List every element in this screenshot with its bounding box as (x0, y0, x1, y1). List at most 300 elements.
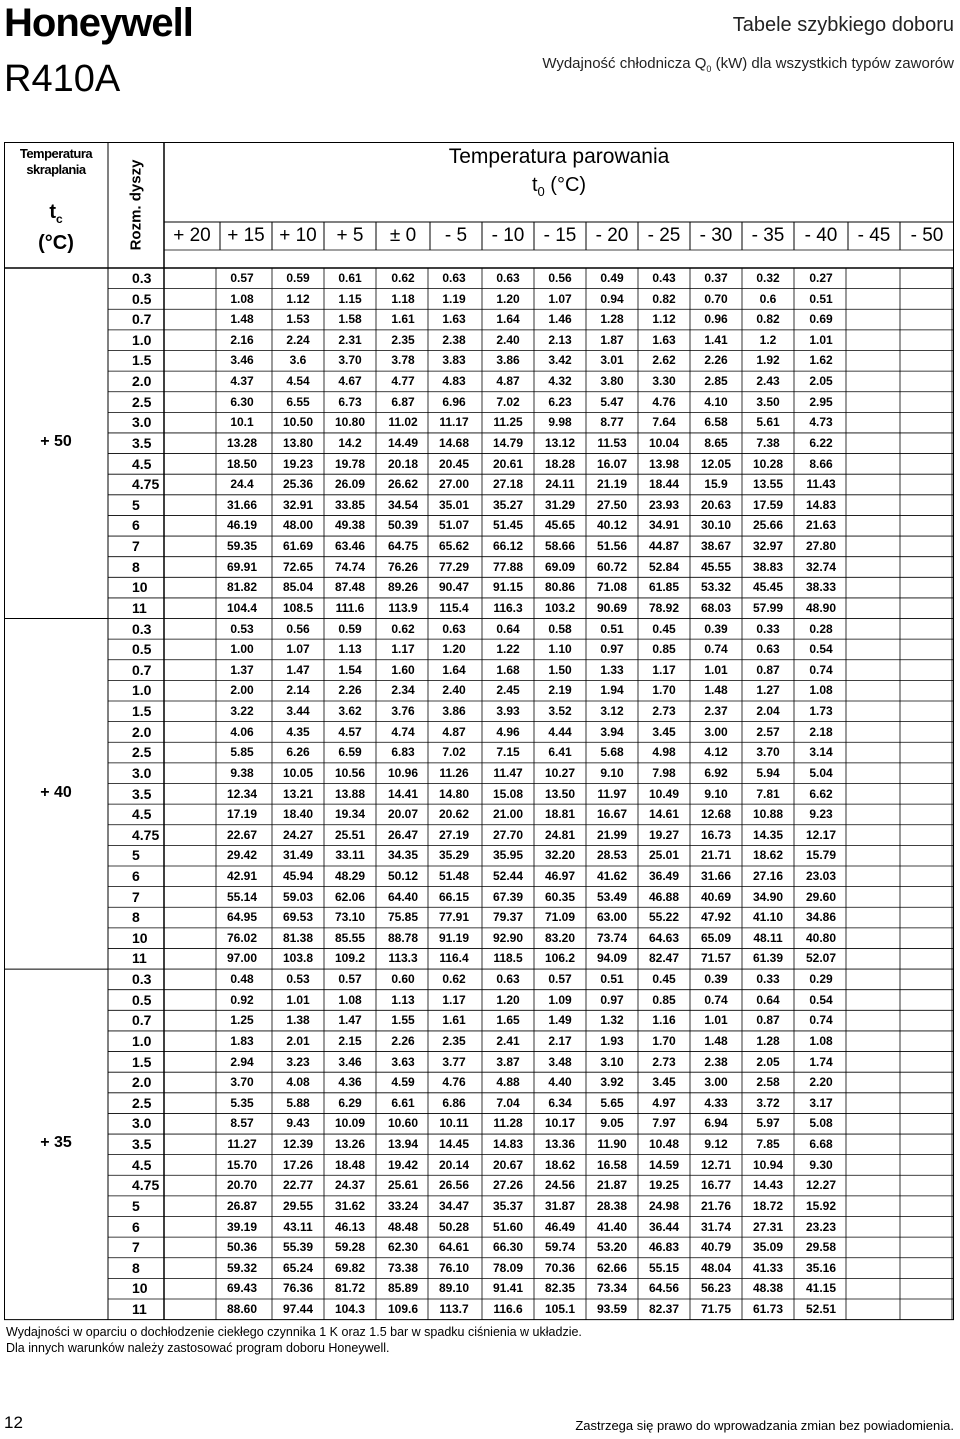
capacity-cell: 13.98 (648, 456, 680, 471)
capacity-cell: 6.73 (338, 394, 362, 409)
nozzle-size-cell: 1.5 (132, 703, 152, 720)
capacity-cell: 0.70 (704, 291, 728, 306)
capacity-cell: 29.55 (282, 1198, 314, 1213)
nozzle-size-cell: 7 (132, 1239, 140, 1256)
t0-symbol: t (531, 174, 538, 196)
capacity-cell: 80.86 (544, 580, 576, 595)
capacity-cell: 64.56 (648, 1281, 680, 1296)
capacity-cell: 1.27 (756, 683, 780, 698)
capacity-cell: 35.37 (492, 1198, 524, 1213)
capacity-cell: 32.20 (544, 848, 576, 863)
condensing-temp-label: + 50 (40, 433, 72, 451)
capacity-cell: 31.66 (700, 868, 732, 883)
capacity-cell: 25.36 (282, 477, 314, 492)
capacity-cell: 61.85 (648, 580, 680, 595)
column-header: + 15 (227, 225, 265, 246)
capacity-cell: 14.80 (438, 786, 470, 801)
capacity-cell: 3.50 (756, 394, 780, 409)
capacity-cell: 23.23 (805, 1219, 837, 1234)
capacity-cell: 31.87 (544, 1198, 576, 1213)
capacity-cell: 5.65 (600, 1095, 624, 1110)
capacity-cell: 60.72 (596, 559, 628, 574)
capacity-cell: 3.48 (548, 1054, 572, 1069)
capacity-cell: 0.97 (600, 642, 624, 657)
nozzle-size-cell: 2.0 (132, 723, 152, 740)
capacity-cell: 97.44 (282, 1302, 314, 1316)
capacity-cell: 1.18 (391, 291, 415, 306)
capacity-cell: 1.16 (652, 1013, 676, 1028)
capacity-cell: 21.99 (596, 827, 628, 842)
capacity-cell: 3.17 (809, 1095, 833, 1110)
capacity-cell: 34.86 (805, 910, 837, 925)
capacity-cell: 4.37 (230, 374, 254, 389)
capacity-cell: 3.52 (548, 704, 572, 719)
capacity-cell: 6.62 (809, 786, 833, 801)
capacity-cell: 58.66 (544, 539, 576, 554)
capacity-cell: 1.01 (809, 332, 833, 347)
notes (6, 1324, 582, 1356)
capacity-cell: 46.88 (648, 889, 680, 904)
capacity-cell: 46.83 (648, 1240, 680, 1255)
column-header: - 50 (910, 225, 944, 246)
nozzle-size-cell: 10 (132, 579, 148, 596)
capacity-cell: 0.74 (809, 662, 833, 677)
capacity-cell: 2.01 (286, 1033, 310, 1048)
t0-subscript: 0 (537, 184, 545, 199)
capacity-cell: 7.02 (442, 745, 466, 760)
capacity-cell: 89.26 (387, 580, 419, 595)
capacity-cell: 2.43 (756, 374, 780, 389)
nozzle-size-cell: 5 (132, 847, 140, 864)
capacity-cell: 0.62 (391, 621, 415, 636)
capacity-cell: 4.96 (496, 724, 520, 739)
capacity-cell: 24.37 (334, 1178, 366, 1193)
capacity-cell: 52.51 (805, 1302, 837, 1316)
capacity-cell: 1.32 (600, 1013, 624, 1028)
note-line: Wydajności w oparciu o dochłodzenie ciekłego czynnika 1 K oraz 1.5 bar w spadku ciśnienia w układzie. (6, 1325, 582, 1339)
capacity-cell: 0.6 (759, 291, 777, 306)
capacity-cell: 20.70 (226, 1178, 258, 1193)
capacity-cell: 70.36 (544, 1260, 576, 1275)
capacity-cell: 6.41 (548, 745, 572, 760)
capacity-cell: 77.91 (438, 910, 470, 925)
nozzle-size-cell: 3.0 (132, 764, 152, 781)
capacity-cell: 0.54 (809, 642, 833, 657)
capacity-cell: 27.70 (492, 827, 524, 842)
capacity-cell: 2.58 (756, 1075, 780, 1090)
capacity-cell: 103.2 (544, 600, 576, 615)
capacity-cell: 19.42 (387, 1157, 419, 1172)
capacity-cell: 16.77 (700, 1178, 732, 1193)
capacity-cell: 39.19 (226, 1219, 258, 1234)
capacity-cell: 0.48 (230, 972, 254, 987)
capacity-cell: 71.09 (544, 910, 576, 925)
capacity-cell: 27.31 (752, 1219, 784, 1234)
capacity-cell: 14.59 (648, 1157, 680, 1172)
capacity-cell: 16.58 (596, 1157, 628, 1172)
capacity-cell: 1.64 (496, 312, 520, 327)
capacity-cell: 7.04 (496, 1095, 520, 1110)
capacity-cell: 104.4 (226, 600, 258, 615)
capacity-cell: 10.94 (752, 1157, 784, 1172)
capacity-cell: 6.58 (704, 415, 728, 430)
capacity-cell: 27.80 (805, 539, 837, 554)
capacity-cell: 19.27 (648, 827, 680, 842)
capacity-cell: 1.13 (391, 992, 415, 1007)
nozzle-size-cell: 6 (132, 867, 140, 884)
capacity-cell: 9.43 (286, 1116, 310, 1131)
capacity-cell: 1.41 (704, 332, 728, 347)
capacity-cell: 12.71 (700, 1157, 732, 1172)
capacity-cell: 89.10 (438, 1281, 470, 1296)
capacity-cell: 1.38 (286, 1013, 310, 1028)
capacity-cell: 4.33 (704, 1095, 728, 1110)
capacity-cell: 15.08 (492, 786, 524, 801)
capacity-cell: 11.17 (439, 415, 469, 430)
nozzle-size-cell: 6 (132, 1218, 140, 1235)
footer-disclaimer: Zastrzega się prawo do wprowadzania zmian bez powiadomienia. (575, 1418, 954, 1433)
capacity-cell: 3.92 (600, 1075, 624, 1090)
nozzle-size-cell: 4.5 (132, 1156, 152, 1173)
capacity-cell: 4.57 (338, 724, 362, 739)
capacity-cell: 20.18 (387, 456, 419, 471)
capacity-cell: 51.45 (492, 518, 524, 533)
capacity-cell: 1.55 (391, 1013, 415, 1028)
capacity-cell: 51.56 (596, 539, 628, 554)
capacity-cell: 61.69 (282, 539, 314, 554)
capacity-cell: 19.34 (334, 807, 366, 822)
capacity-cell: 20.61 (492, 456, 524, 471)
capacity-cell: 10.27 (544, 765, 576, 780)
capacity-cell: 21.87 (596, 1178, 628, 1193)
capacity-cell: 78.92 (648, 600, 680, 615)
capacity-cell: 25.51 (334, 827, 366, 842)
capacity-cell: 13.55 (752, 477, 784, 492)
capacity-cell: 18.72 (752, 1198, 784, 1213)
capacity-cell: 1.47 (338, 1013, 362, 1028)
capacity-cell: 0.62 (391, 271, 415, 285)
capacity-cell: 64.40 (387, 889, 419, 904)
capacity-cell: 3.86 (442, 704, 466, 719)
column-header: - 40 (804, 225, 838, 246)
nozzle-size-cell: 11 (132, 950, 147, 967)
capacity-cell: 2.35 (391, 332, 415, 347)
capacity-cell: 0.51 (600, 621, 624, 636)
capacity-cell: 3.72 (756, 1095, 780, 1110)
capacity-cell: 34.91 (648, 518, 680, 533)
capacity-cell: 4.12 (704, 745, 728, 760)
capacity-cell: 6.83 (391, 745, 415, 760)
capacity-cell: 0.61 (338, 271, 362, 285)
capacity-cell: 69.53 (282, 910, 314, 925)
capacity-cell: 91.19 (438, 930, 470, 945)
capacity-cell: 2.13 (548, 332, 572, 347)
capacity-cell: 9.12 (704, 1137, 728, 1152)
capacity-cell: 3.10 (600, 1054, 624, 1069)
nozzle-size-cell: 4.75 (132, 1177, 160, 1194)
capacity-cell: 2.57 (756, 724, 780, 739)
capacity-cell: 1.58 (338, 312, 362, 327)
capacity-cell: 21.71 (700, 848, 732, 863)
capacity-cell: 25.66 (752, 518, 784, 533)
capacity-cell: 19.23 (282, 456, 314, 471)
capacity-cell: 65.24 (282, 1260, 314, 1275)
capacity-cell: 0.74 (809, 1013, 833, 1028)
capacity-cell: 85.55 (334, 930, 366, 945)
capacity-cell: 1.01 (704, 662, 728, 677)
capacity-cell: 14.41 (387, 786, 419, 801)
capacity-cell: 2.94 (230, 1054, 254, 1069)
capacity-cell: 27.00 (438, 477, 470, 492)
capacity-cell: 1.68 (496, 662, 520, 677)
capacity-cell: 0.69 (809, 312, 833, 327)
capacity-cell: 29.60 (805, 889, 837, 904)
capacity-cell: 32.91 (282, 497, 314, 512)
capacity-cell: 3.87 (496, 1054, 520, 1069)
capacity-cell: 26.87 (226, 1198, 258, 1213)
nozzle-size-cell: 0.5 (132, 991, 152, 1008)
capacity-cell: 103.8 (282, 951, 314, 966)
capacity-cell: 91.15 (492, 580, 524, 595)
capacity-cell: 22.67 (226, 827, 258, 842)
capacity-cell: 0.45 (652, 621, 676, 636)
capacity-cell: 1.63 (442, 312, 466, 327)
capacity-cell: 1.92 (756, 353, 780, 368)
t0-label (164, 172, 954, 205)
capacity-cell: 31.29 (544, 497, 576, 512)
capacity-cell: 71.75 (700, 1302, 732, 1316)
capacity-cell: 3.77 (442, 1054, 466, 1069)
capacity-cell: 116.3 (493, 600, 523, 615)
capacity-cell: 2.16 (230, 332, 254, 347)
capacity-cell: 48.90 (805, 600, 837, 615)
capacity-cell: 53.32 (700, 580, 732, 595)
capacity-cell: 0.94 (600, 291, 624, 306)
capacity-cell: 69.91 (226, 559, 258, 574)
capacity-cell: 20.67 (492, 1157, 524, 1172)
capacity-cell: 2.38 (704, 1054, 728, 1069)
capacity-cell: 51.07 (438, 518, 470, 533)
capacity-cell: 2.24 (286, 332, 310, 347)
capacity-cell: 1.12 (652, 312, 676, 327)
nozzle-size-cell: 4.5 (132, 455, 152, 472)
capacity-cell: 10.28 (752, 456, 784, 471)
capacity-cell: 0.57 (548, 972, 572, 987)
capacity-cell: 1.33 (600, 662, 624, 677)
capacity-cell: 12.17 (805, 827, 837, 842)
capacity-cell: 1.73 (809, 704, 833, 719)
capacity-cell: 11.27 (227, 1137, 257, 1152)
subtitle-prefix: Wydajność chłodnicza Q (542, 55, 707, 72)
capacity-cell: 1.08 (230, 291, 254, 306)
capacity-cell: 18.81 (544, 807, 576, 822)
capacity-cell: 71.57 (700, 951, 732, 966)
capacity-cell: 18.28 (544, 456, 576, 471)
capacity-cell: 6.87 (391, 394, 415, 409)
capacity-cell: 14.68 (438, 435, 470, 450)
capacity-cell: 108.5 (282, 600, 314, 615)
capacity-cell: 51.60 (492, 1219, 524, 1234)
capacity-cell: 10.80 (334, 415, 366, 430)
capacity-cell: 9.38 (230, 765, 254, 780)
capacity-cell: 49.38 (334, 518, 366, 533)
capacity-cell: 2.62 (652, 353, 676, 368)
nozzle-size-cell: 5 (132, 1197, 140, 1214)
capacity-cell: 2.45 (496, 683, 520, 698)
capacity-cell: 5.61 (756, 415, 780, 430)
capacity-cell: 35.16 (805, 1260, 837, 1275)
capacity-cell: 7.64 (652, 415, 676, 430)
capacity-cell: 0.97 (600, 992, 624, 1007)
capacity-cell: 14.83 (492, 1137, 524, 1152)
nozzle-size-cell: 2.5 (132, 1094, 152, 1111)
capacity-cell: 9.05 (600, 1116, 624, 1131)
capacity-cell: 19.78 (334, 456, 366, 471)
capacity-cell: 1.17 (442, 992, 466, 1007)
condensing-temp-label: + 40 (40, 783, 72, 801)
capacity-cell: 10.49 (648, 786, 680, 801)
capacity-cell: 0.82 (652, 291, 676, 306)
capacity-cell: 11.26 (439, 765, 469, 780)
capacity-cell: 82.47 (648, 951, 680, 966)
capacity-cell: 63.00 (596, 910, 628, 925)
capacity-cell: 69.43 (226, 1281, 258, 1296)
capacity-cell: 35.29 (438, 848, 470, 863)
capacity-cell: 0.96 (704, 312, 728, 327)
nozzle-size-cell: 2.0 (132, 1074, 152, 1091)
nozzle-size-cell: 0.3 (132, 971, 152, 988)
capacity-cell: 6.68 (809, 1137, 833, 1152)
nozzle-size-label: Rozm. dyszy (127, 159, 145, 251)
capacity-cell: 41.40 (596, 1219, 628, 1234)
capacity-cell: 14.83 (805, 497, 837, 512)
capacity-cell: 52.84 (648, 559, 680, 574)
nozzle-size-cell: 6 (132, 517, 140, 534)
capacity-cell: 7.38 (756, 435, 780, 450)
capacity-cell: 4.88 (496, 1075, 520, 1090)
capacity-cell: 4.10 (704, 394, 728, 409)
capacity-cell: 28.38 (596, 1198, 628, 1213)
capacity-cell: 113.7 (439, 1302, 469, 1316)
capacity-cell: 65.62 (438, 539, 470, 554)
capacity-cell: 7.15 (496, 745, 520, 760)
capacity-cell: 1.61 (391, 312, 415, 327)
capacity-cell: 0.56 (548, 271, 572, 285)
capacity-cell: 7.85 (756, 1137, 780, 1152)
capacity-cell: 0.32 (756, 271, 780, 285)
capacity-cell: 50.36 (226, 1240, 258, 1255)
capacity-cell: 1.74 (809, 1054, 833, 1069)
capacity-cell: 1.83 (230, 1033, 254, 1048)
tc-unit: (°C) (38, 232, 74, 254)
capacity-cell: 2.40 (442, 683, 466, 698)
nozzle-size-cell: 7 (132, 888, 140, 905)
capacity-cell: 91.41 (492, 1281, 524, 1296)
capacity-cell: 69.09 (544, 559, 576, 574)
capacity-cell: 48.00 (282, 518, 314, 533)
capacity-cell: 115.4 (439, 600, 469, 615)
capacity-cell: 24.81 (544, 827, 576, 842)
capacity-cell: 2.38 (442, 332, 466, 347)
condensing-temp-label: + 35 (40, 1134, 72, 1152)
capacity-cell: 6.23 (548, 394, 572, 409)
capacity-cell: 48.38 (752, 1281, 784, 1296)
capacity-cell: 1.20 (496, 291, 520, 306)
capacity-cell: 4.74 (391, 724, 415, 739)
capacity-cell: 14.45 (438, 1137, 470, 1152)
capacity-cell: 3.23 (286, 1054, 310, 1069)
capacity-cell: 18.62 (752, 848, 784, 863)
capacity-cell: 1.47 (286, 662, 310, 677)
capacity-cell: 0.92 (230, 992, 254, 1007)
capacity-cell: 40.12 (596, 518, 628, 533)
capacity-cell: 64.63 (648, 930, 680, 945)
capacity-cell: 10.17 (544, 1116, 576, 1131)
capacity-cell: 2.95 (809, 394, 833, 409)
capacity-cell: 5.04 (809, 765, 833, 780)
capacity-cell: 4.76 (442, 1075, 466, 1090)
capacity-cell: 59.74 (544, 1240, 576, 1255)
capacity-cell: 1.63 (652, 332, 676, 347)
capacity-cell: 20.45 (438, 456, 470, 471)
nozzle-size-cell: 1.0 (132, 682, 152, 699)
capacity-cell: 1.65 (496, 1013, 520, 1028)
capacity-cell: 4.76 (652, 394, 676, 409)
tc-label (4, 200, 108, 255)
document-title: Tabele szybkiego doboru (732, 14, 954, 36)
capacity-cell: 64.95 (226, 910, 258, 925)
capacity-cell: 4.40 (548, 1075, 572, 1090)
capacity-cell: 66.30 (492, 1240, 524, 1255)
capacity-cell: 0.57 (338, 972, 362, 987)
capacity-cell: 109.2 (334, 951, 366, 966)
nozzle-size-cell: 2.0 (132, 373, 152, 390)
capacity-cell: 61.73 (752, 1302, 784, 1316)
capacity-cell: 38.67 (700, 539, 732, 554)
capacity-cell: 8.77 (600, 415, 624, 430)
capacity-cell: 0.53 (286, 972, 310, 987)
capacity-cell: 1.07 (548, 291, 572, 306)
capacity-cell: 0.53 (230, 621, 254, 636)
honeywell-logo: Honeywell (4, 1, 193, 45)
capacity-cell: 0.51 (600, 972, 624, 987)
capacity-cell: 3.83 (442, 353, 466, 368)
capacity-cell: 3.94 (600, 724, 624, 739)
capacity-cell: 11.43 (806, 477, 836, 492)
capacity-cell: 1.53 (286, 312, 310, 327)
capacity-cell: 104.3 (334, 1302, 366, 1316)
capacity-cell: 1.15 (338, 291, 362, 306)
capacity-cell: 6.59 (338, 745, 362, 760)
capacity-cell: 105.1 (544, 1302, 576, 1316)
capacity-cell: 10.11 (439, 1116, 469, 1131)
capacity-cell: 1.12 (286, 291, 310, 306)
capacity-cell: 53.20 (596, 1240, 628, 1255)
column-header: + 10 (279, 225, 317, 246)
capacity-cell: 93.59 (596, 1302, 628, 1316)
capacity-cell: 41.62 (596, 868, 628, 883)
capacity-cell: 1.17 (652, 662, 676, 677)
capacity-cell: 4.35 (286, 724, 310, 739)
capacity-cell: 73.74 (596, 930, 628, 945)
capacity-cell: 18.44 (648, 477, 680, 492)
capacity-table (4, 142, 954, 1324)
capacity-cell: 1.08 (338, 992, 362, 1007)
capacity-cell: 4.44 (548, 724, 572, 739)
capacity-cell: 40.69 (700, 889, 732, 904)
capacity-cell: 1.87 (600, 332, 624, 347)
capacity-cell: 61.39 (752, 951, 784, 966)
